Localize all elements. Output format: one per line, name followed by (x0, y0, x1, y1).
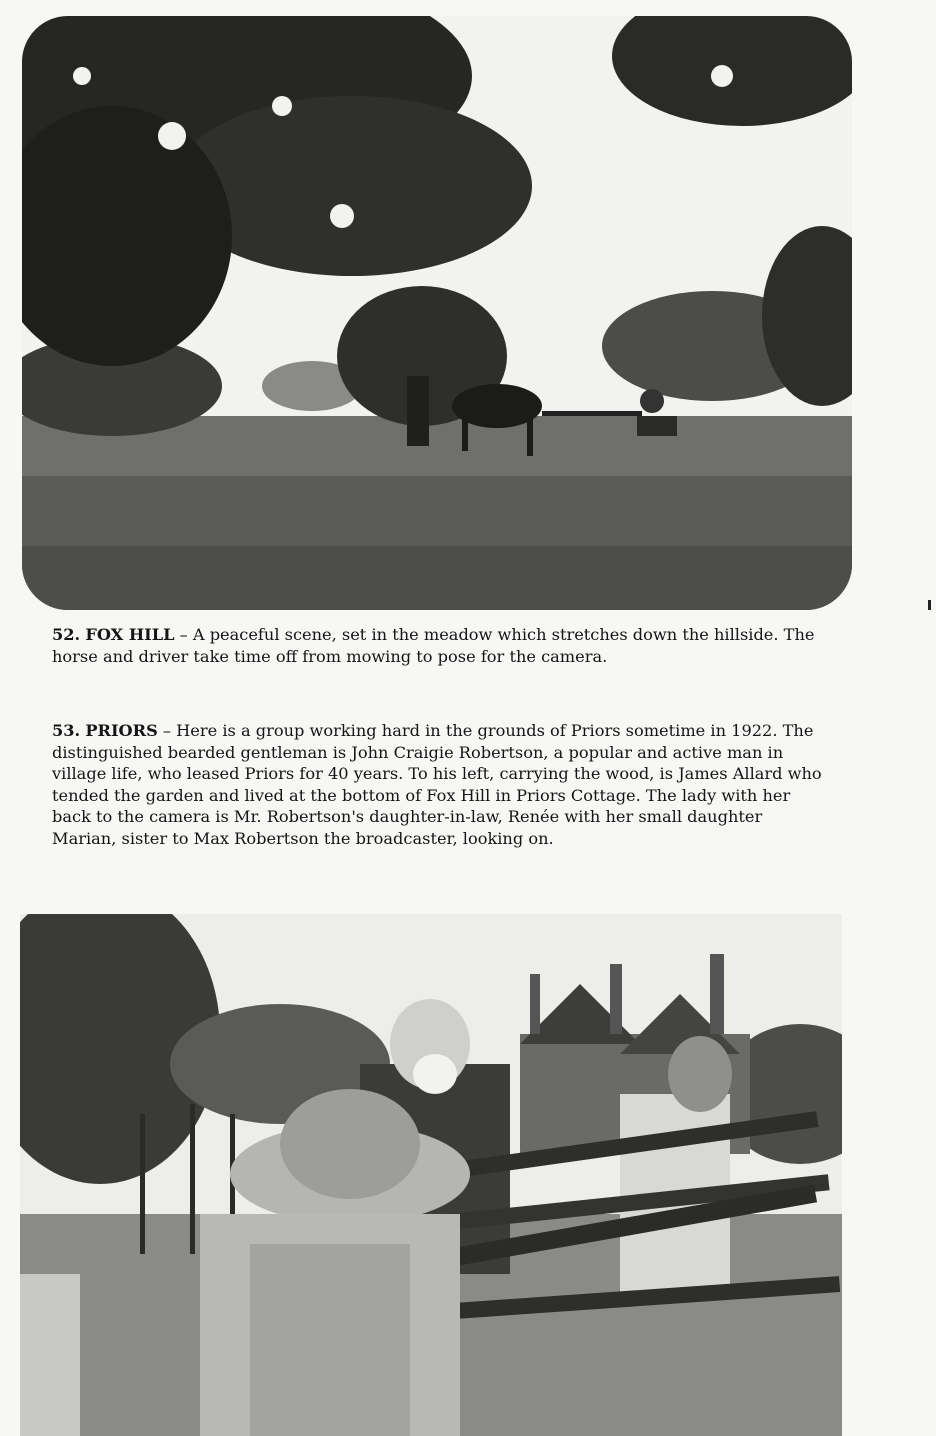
caption-dash: – (157, 721, 177, 740)
caption-text: A peaceful scene, set in the meadow which stretches down the hillside. The horse and driver take time off from mowing to pose for the camera. (52, 625, 815, 666)
edge-mark (928, 600, 931, 610)
caption-title: FOX HILL (85, 625, 175, 644)
caption-priors (52, 720, 830, 850)
caption-title: PRIORS (85, 721, 158, 740)
caption-fox-hill (52, 624, 830, 667)
fox-hill-photograph (22, 16, 852, 610)
caption-dash: – (174, 625, 193, 644)
photo-priors (20, 914, 842, 1436)
photo-fox-hill (22, 16, 852, 610)
caption-text: Here is a group working hard in the grounds of Priors sometime in 1922. The distinguished bearded gentleman is John Craigie Robertson, a popular and active man in village life, who leased Priors for 40 years. To his left, carrying the wood, is James Allard who tended the garden and lived at the bottom of Fox Hill in Priors Cottage. The lady with her back to the camera is Mr. Robertson's daughter-in-law, Renée with her small daughter Marian, sister to Max Robertson the broadcaster, looking on. (52, 721, 822, 848)
priors-photograph (20, 914, 842, 1436)
caption-number: 52. (52, 625, 81, 644)
caption-number: 53. (52, 721, 81, 740)
